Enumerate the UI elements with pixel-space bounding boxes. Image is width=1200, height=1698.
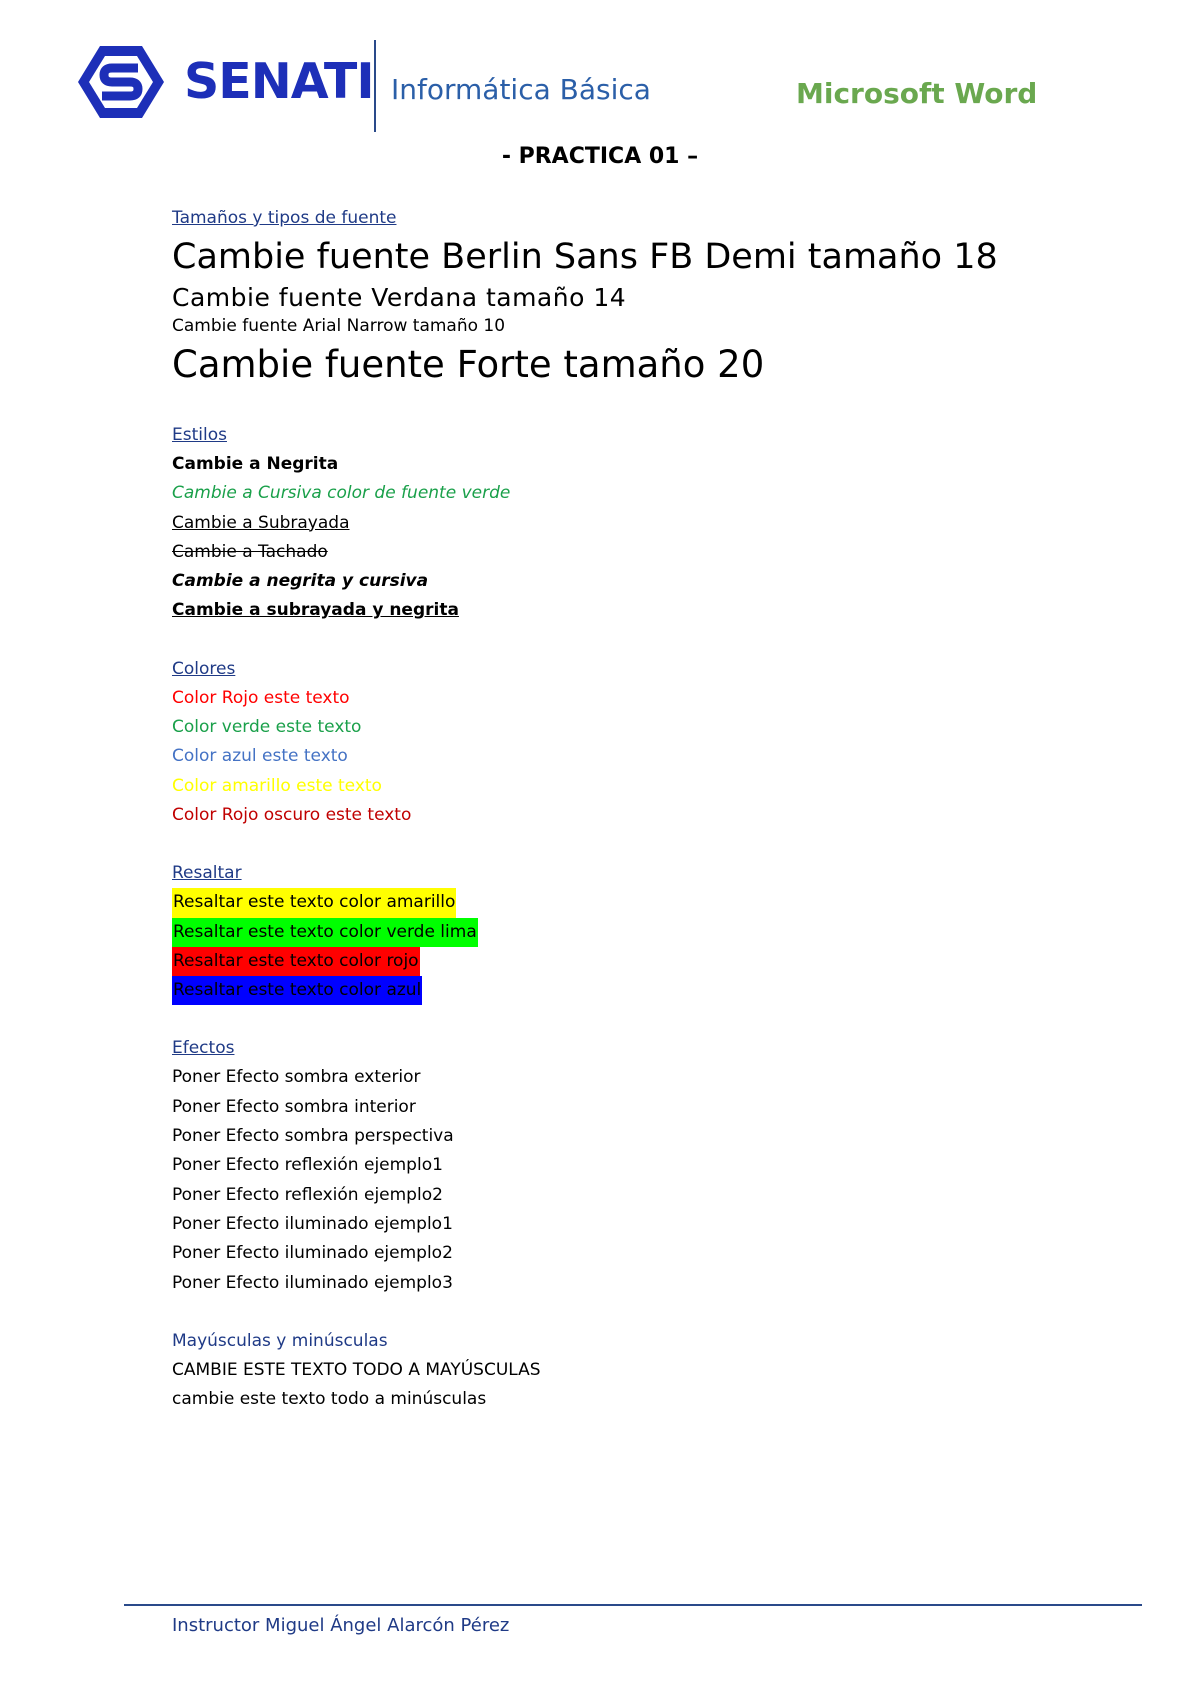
senati-logo-icon bbox=[78, 44, 164, 120]
color-item-green: Color verde este texto bbox=[172, 717, 362, 738]
document-body bbox=[172, 204, 1122, 1414]
brand-name: SENATI bbox=[184, 53, 374, 110]
effect-item: Poner Efecto iluminado ejemplo3 bbox=[172, 1272, 453, 1293]
spacer bbox=[172, 626, 1122, 655]
font-item: Cambie fuente Forte tamaño 20 bbox=[172, 343, 765, 386]
effect-item: Poner Efecto sombra interior bbox=[172, 1096, 416, 1117]
case-item-lower: cambie este texto todo a minúsculas bbox=[172, 1389, 487, 1410]
highlight-item-red: Resaltar este texto color rojo bbox=[172, 947, 420, 976]
effect-item: Poner Efecto reflexión ejemplo2 bbox=[172, 1184, 443, 1205]
section-heading-case: Mayúsculas y minúsculas bbox=[172, 1330, 388, 1351]
style-item-underline: Cambie a Subrayada bbox=[172, 512, 350, 533]
practice-title: - PRACTICA 01 – bbox=[501, 144, 699, 169]
font-item: Cambie fuente Arial Narrow tamaño 10 bbox=[172, 316, 506, 336]
font-item: Cambie fuente Berlin Sans FB Demi tamaño 18 bbox=[172, 237, 998, 277]
header-divider bbox=[374, 40, 376, 132]
style-item-italic-green: Cambie a Cursiva color de fuente verde bbox=[172, 483, 511, 504]
color-item-blue: Color azul este texto bbox=[172, 746, 348, 767]
footer-divider bbox=[124, 1604, 1142, 1606]
style-item-bold: Cambie a Negrita bbox=[172, 454, 339, 474]
effect-item: Poner Efecto iluminado ejemplo2 bbox=[172, 1243, 453, 1264]
color-item-red: Color Rojo este texto bbox=[172, 687, 350, 708]
style-item-bold-italic: Cambie a negrita y cursiva bbox=[172, 571, 429, 592]
effect-item: Poner Efecto sombra perspectiva bbox=[172, 1126, 454, 1147]
highlight-item-blue: Resaltar este texto color azul bbox=[172, 976, 422, 1005]
effect-item: Poner Efecto iluminado ejemplo1 bbox=[172, 1213, 453, 1234]
course-title: Informática Básica bbox=[391, 73, 651, 106]
case-item-upper: CAMBIE ESTE TEXTO TODO A MAYÚSCULAS bbox=[172, 1359, 541, 1380]
section-heading-fonts: Tamaños y tipos de fuente bbox=[172, 208, 397, 228]
highlight-item-lime: Resaltar este texto color verde lima bbox=[172, 918, 478, 947]
spacer bbox=[172, 392, 1122, 421]
style-item-strikethrough: Cambie a Tachado bbox=[172, 541, 328, 562]
highlight-item-yellow: Resaltar este texto color amarillo bbox=[172, 888, 456, 917]
section-heading-effects: Efectos bbox=[172, 1038, 235, 1059]
font-item: Cambie fuente Verdana tamaño 14 bbox=[172, 283, 627, 312]
effect-item: Poner Efecto sombra exterior bbox=[172, 1067, 421, 1088]
spacer bbox=[172, 1298, 1122, 1327]
color-item-dark-red: Color Rojo oscuro este texto bbox=[172, 804, 412, 825]
footer-instructor: Instructor Miguel Ángel Alarcón Pérez bbox=[172, 1615, 510, 1636]
effect-item: Poner Efecto reflexión ejemplo1 bbox=[172, 1155, 443, 1176]
color-item-yellow: Color amarillo este texto bbox=[172, 775, 382, 796]
spacer bbox=[172, 1005, 1122, 1034]
app-title: Microsoft Word bbox=[796, 77, 1038, 110]
section-heading-styles: Estilos bbox=[172, 425, 227, 445]
spacer bbox=[172, 830, 1122, 859]
page-header bbox=[0, 0, 1200, 140]
style-item-bold-underline: Cambie a subrayada y negrita bbox=[172, 600, 459, 621]
section-heading-colors: Colores bbox=[172, 658, 236, 679]
section-heading-highlight: Resaltar bbox=[172, 863, 242, 884]
